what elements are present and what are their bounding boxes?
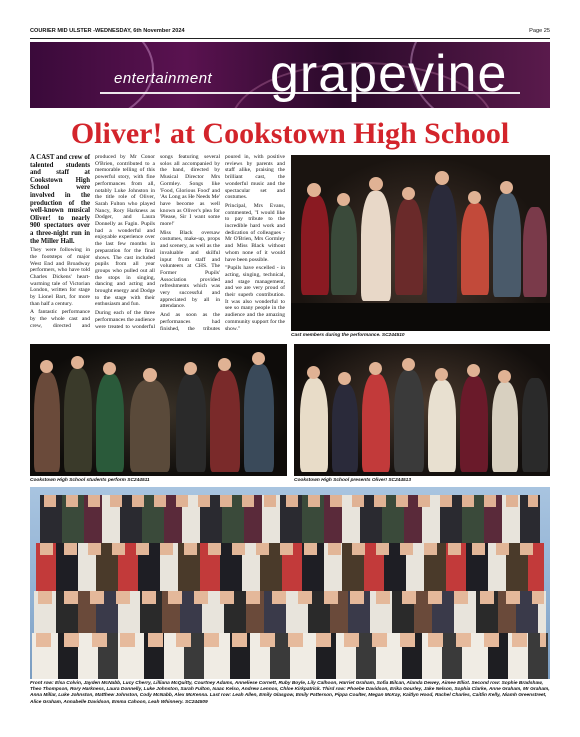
- front-row-faces: [36, 633, 546, 647]
- performer-figure: [394, 370, 424, 472]
- performer-head: [467, 364, 480, 377]
- performer-figure: [522, 378, 548, 472]
- performer-figure: [395, 199, 423, 295]
- stage-scene-photo: [294, 344, 550, 476]
- performer-head: [184, 362, 197, 375]
- performer-figure: [361, 191, 391, 301]
- article-paragraph: Principal, Mrs Evans, commented, "I would like to pay tribute to the incredible hard work and dedication of colleagues - Mr O'Brien, Mrs Gormley and Miss Black without whom none of it would have been possible.: [225, 202, 285, 263]
- article-body: [30, 154, 285, 370]
- banner-big-text: grapevine: [270, 45, 508, 103]
- performer-figure: [523, 207, 547, 297]
- performer-figure: [493, 193, 521, 297]
- performer-head: [500, 181, 513, 194]
- photo-caption: Cast members during the performance. SC244510: [291, 333, 405, 338]
- performer-figure: [96, 374, 124, 472]
- performer-figure: [300, 378, 328, 472]
- article-paragraph: Miss Black oversaw costumes, make-up, props and scenery, as well as the invaluable and skilful input from staff and volunteers at CHS. The Former Pupils' Association provided refreshments which was very successful and appreciated by all in attendance.: [160, 229, 220, 310]
- performer-figure: [34, 372, 60, 472]
- performer-head: [468, 191, 481, 204]
- performer-figure: [362, 374, 390, 472]
- banner-small-text: entertainment: [114, 70, 213, 87]
- performer-head: [307, 366, 320, 379]
- back-row-faces: [44, 495, 538, 507]
- performer-head: [337, 193, 350, 206]
- page-header: [30, 28, 550, 38]
- performer-figure: [176, 374, 206, 472]
- performer-head: [40, 360, 53, 373]
- performer-head: [402, 187, 415, 200]
- performer-figure: [428, 380, 456, 472]
- second-row-faces: [38, 591, 544, 604]
- performer-head: [252, 352, 265, 365]
- section-banner: [30, 42, 550, 108]
- stage-floor: [291, 303, 550, 331]
- performer-figure: [460, 376, 488, 472]
- performer-head: [218, 358, 231, 371]
- headline: Oliver! at Cookstown High School: [70, 117, 510, 150]
- performer-figure: [427, 185, 457, 305]
- article-paragraph: And as soon as the performances had finished, the tributes poured in, with positive reviews by parents and staff alike, praising the brilliant cast, the wonderful music and the spectacular set and costumes.: [160, 154, 285, 332]
- third-row-faces: [40, 543, 542, 555]
- performer-figure: [492, 382, 518, 472]
- photo-caption: Cookstown High School presents Oliver! SC244513: [294, 478, 412, 483]
- performer-head: [71, 356, 84, 369]
- performer-head: [369, 362, 382, 375]
- performer-head: [307, 183, 321, 197]
- performer-figure: [210, 370, 240, 472]
- stage-scene-photo: [291, 155, 550, 331]
- performer-figure: [301, 195, 329, 295]
- photo-caption: Cookstown High School students perform SC244511: [30, 478, 150, 483]
- performer-head: [103, 362, 116, 375]
- stage-scene-photo: [30, 344, 287, 476]
- performer-head: [369, 177, 383, 191]
- page-number: Page 25: [529, 28, 550, 34]
- publication-line: COURIER MID ULSTER -WEDNESDAY, 6th November 2024: [30, 28, 185, 34]
- article-paragraph: A fantastic performance by the whole cast and crew, directed and produced by Mr Conor O'Brien, contributed to a memorable telling of this powerful story, with fine performances from all, notably Luke Johnston in the title role of Oliver, Sarah Fulton who played Nancy, Rory Harkness as Dodger, and Laura Donnelly as Fagin. Pupils had a wonderful and enjoyable experience over the last few months in preparation for the final shows. The cast included pupils from all year groups who pulled out all the stops in singing, dancing and acting and brought energy and Dodge to the stage with their enthusiasm and fun.: [30, 154, 155, 329]
- performer-head: [498, 370, 511, 383]
- performer-head: [338, 372, 351, 385]
- performer-head: [143, 368, 157, 382]
- performer-figure: [332, 384, 358, 472]
- performer-figure: [461, 203, 489, 295]
- article-paragraph: During each of the three performances the audience were treated to wonderful songs featuring several solos all accompanied by the band, directed by Musical Director Mrs Gormley. Songs like 'Food, Glorious Food' and 'As Long as He Needs Me' have become as well known as Oliver's plea for 'Please, Sir I want some more!': [95, 154, 220, 330]
- group-cast-photo: [30, 487, 550, 679]
- article-paragraph: "Pupils have excelled - in acting, singing, technical, and stage management, and we are very proud of their superb contribution. It was also wonderful to see so many people in the audience and the amazing community support for the show.": [225, 265, 285, 332]
- article-paragraph: They were following in the footsteps of major West End and Broadway performers, who have told Charles Dickens' heart-warming tale of Victorian London, written for stage by Lionel Bart, for more than half a century.: [30, 247, 90, 307]
- performer-figure: [130, 380, 170, 472]
- performer-figure: [244, 364, 274, 472]
- group-photo-caption: Front row: Elsa Colvin, Jayden McNabb, Lucy Cherry, Lilliana McQuitty, Courtney Adams, Anneliese Cornett, Ruby Boyle, Lily Calhoon, Harriet Graham, Sofia Bilcan, Alanda Dewey, Aimee Elliot. Second row: Sophie Bradshaw, Theo Thompson, Rory Harkness, Laura Donnelly, Luke Johnston, Sarah Fulton, Isaac Kelso, Andrew Lennox, Chloe Kirkpatrick. Third row: Phoebe Davidson, Erika Gourley, Jake Nelson, Sophia Clarke, Anne Graham, Mr Graham, Anna Millar, Luke Johnston, Matthew Johnston, Cody McNabb, Alex McKenna. Last row: Leah Allen, Emily Glasgow, Emily Patterson, Pippa Coulter, Megan McKay, Kaitlyn Hood, Rachel Charles, Caitlin Kelly, Niamh Greenstreet, Alice Graham, Annabelle Davidson, Emma Cahoon, Leah Whinnery. SC244509: [30, 681, 550, 705]
- performer-figure: [331, 205, 357, 295]
- performer-figure: [64, 368, 92, 472]
- performer-head: [435, 171, 449, 185]
- header-rule: [30, 38, 550, 39]
- article-lead: A CAST and crew of talented students and staff at Cookstown High School were involved in the production of the well-known musical Oliver! to nearly 900 spectators over a three-night run in the Miller Hall.: [30, 154, 90, 245]
- performer-head: [402, 358, 415, 371]
- performer-head: [435, 368, 448, 381]
